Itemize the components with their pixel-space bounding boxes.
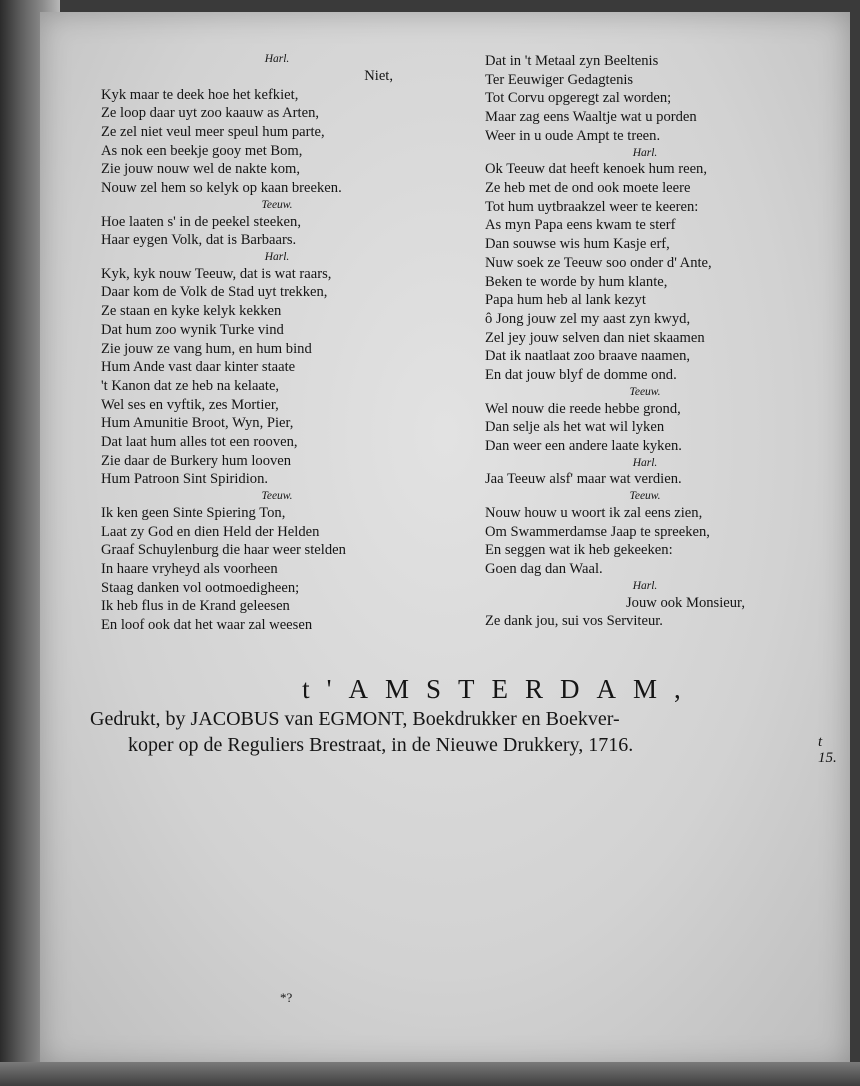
verse-line: Ze zel niet veul meer speul hum parte, bbox=[101, 123, 325, 140]
verse-line: In haare vryheyd als voorheen bbox=[101, 561, 278, 578]
verse-line: Hum Amunitie Broot, Wyn, Pier, bbox=[101, 415, 294, 432]
verse-line: Ze staan en kyke kelyk kekken bbox=[101, 303, 282, 320]
right-verse-column bbox=[485, 52, 805, 631]
verse-line: Beken te worde by hum klante, bbox=[485, 273, 668, 290]
verse-line: Jouw ook Monsieur, bbox=[625, 594, 745, 611]
verse-line: Zie jouw ze vang hum, en hum bind bbox=[101, 340, 312, 357]
speaker-name: Teeuw. bbox=[261, 490, 293, 503]
verse-line: Ze loop daar uyt zoo kaauw as Arten, bbox=[101, 105, 320, 122]
verse-line: Dan weer een andere laate kyken. bbox=[485, 437, 682, 454]
verse-line: Dan selje als het wat wil lyken bbox=[485, 419, 665, 436]
speaker-name: Harl. bbox=[632, 579, 658, 592]
verse-line: Staag danken vol ootmoedigheen; bbox=[101, 579, 300, 596]
verse-line: Zie jouw nouw wel de nakte kom, bbox=[101, 161, 300, 178]
verse-line: Graaf Schuylenburg die haar weer stelden bbox=[101, 542, 346, 559]
imprint-city: t'AMSTERDAM, bbox=[302, 674, 698, 704]
verse-line: En loof ook dat het waar zal weesen bbox=[101, 617, 313, 634]
verse-line: Maar zag eens Waaltje wat u porden bbox=[485, 109, 697, 126]
verse-line: Wel nouw die reede hebbe grond, bbox=[485, 400, 681, 417]
page-bottom-edge bbox=[0, 1062, 860, 1086]
verse-line: Dat laat hum alles tot een rooven, bbox=[101, 434, 298, 451]
verse-line: Kyk, kyk nouw Teeuw, dat is wat raars, bbox=[101, 265, 332, 282]
verse-line: Zel jey jouw selven dan niet skaamen bbox=[485, 329, 705, 346]
speaker-name: Harl. bbox=[264, 250, 290, 263]
imprint-line-2: koper op de Reguliers Brestraat, in de Nieuwe Drukkery, 1716. bbox=[128, 734, 634, 756]
speaker-name: Teeuw. bbox=[629, 385, 661, 398]
verse-line: Wel ses en vyftik, zes Mortier, bbox=[101, 396, 279, 413]
verse-line: Papa hum heb al lank kezyt bbox=[485, 292, 646, 309]
verse-line: Nouw zel hem so kelyk op kaan breeken. bbox=[101, 180, 342, 197]
speaker-name: Harl. bbox=[632, 146, 658, 159]
verse-line: Tot hum uytbraakzel weer te keeren: bbox=[485, 198, 699, 215]
verse-line: Laat zy God en dien Held der Helden bbox=[101, 523, 320, 540]
verse-line: Niet, bbox=[364, 67, 393, 84]
verse-line: Dat hum zoo wynik Turke vind bbox=[101, 321, 284, 338]
verse-line: Hoe laaten s' in de peekel steeken, bbox=[101, 213, 301, 230]
verse-line: Nuw soek ze Teeuw soo onder d' Ante, bbox=[485, 254, 712, 271]
speaker-name: Harl. bbox=[632, 456, 658, 469]
verse-line: As nok een beekje gooy met Bom, bbox=[101, 142, 303, 159]
verse-line: Goen dag dan Waal. bbox=[485, 561, 603, 578]
verse-line: Ik heb flus in de Krand geleesen bbox=[101, 598, 290, 615]
verse-line: Hum Patroon Sint Spiridion. bbox=[101, 471, 269, 488]
verse-line: Hum Ande vast daar kinter staate bbox=[101, 359, 296, 376]
verse-line: Ter Eeuwiger Gedagtenis bbox=[485, 71, 634, 88]
verse-line: Kyk maar te deek hoe het kefkiet, bbox=[101, 86, 299, 103]
verse-line: Ze dank jou, sui vos Serviteur. bbox=[485, 613, 663, 630]
verse-line: Dan souwse wis hum Kasje erf, bbox=[485, 236, 670, 253]
verse-line: En seggen wat ik heb gekeeken: bbox=[485, 542, 673, 559]
verse-line: Zie daar de Burkery hum looven bbox=[101, 452, 292, 469]
verse-line: Dat ik naatlaat zoo braave naamen, bbox=[485, 348, 691, 365]
verse-line: Om Swammerdamse Jaap te spreeken, bbox=[485, 523, 710, 540]
signature-mark: t 15. bbox=[818, 734, 837, 766]
verse-line: Jaa Teeuw alsf' maar wat verdien. bbox=[485, 471, 682, 488]
speaker-name: Teeuw. bbox=[629, 490, 661, 503]
verse-line: Tot Corvu opgeregt zal worden; bbox=[485, 90, 672, 107]
verse-line: Nouw houw u woort ik zal eens zien, bbox=[485, 504, 703, 521]
imprint-line-1: Gedrukt, by JACOBUS van EGMONT, Boekdrukker en Boekver- bbox=[90, 708, 620, 730]
verse-line: Haar eygen Volk, dat is Barbaars. bbox=[101, 232, 297, 249]
verse-line: 't Kanon dat ze heb na kelaate, bbox=[101, 377, 280, 394]
left-verse-column bbox=[101, 52, 453, 635]
verse-line: Ok Teeuw dat heeft kenoek hum reen, bbox=[485, 161, 707, 178]
speaker-name: Teeuw. bbox=[261, 198, 293, 211]
verse-line: Dat in 't Metaal zyn Beeltenis bbox=[485, 53, 659, 69]
page-mark: *? bbox=[280, 990, 293, 1005]
verse-line: En dat jouw blyf de domme ond. bbox=[485, 367, 677, 384]
verse-line: Weer in u oude Ampt te treen. bbox=[485, 127, 661, 144]
verse-line: As myn Papa eens kwam te sterf bbox=[485, 217, 676, 234]
verse-line: Ze heb met de ond ook moete leere bbox=[485, 180, 691, 197]
printer-imprint bbox=[90, 672, 850, 758]
verse-line: ô Jong jouw zel my aast zyn kwyd, bbox=[485, 310, 691, 327]
verse-line: Ik ken geen Sinte Spiering Ton, bbox=[101, 504, 286, 521]
speaker-name: Harl. bbox=[264, 53, 290, 65]
verse-line: Daar kom de Volk de Stad uyt trekken, bbox=[101, 284, 328, 301]
